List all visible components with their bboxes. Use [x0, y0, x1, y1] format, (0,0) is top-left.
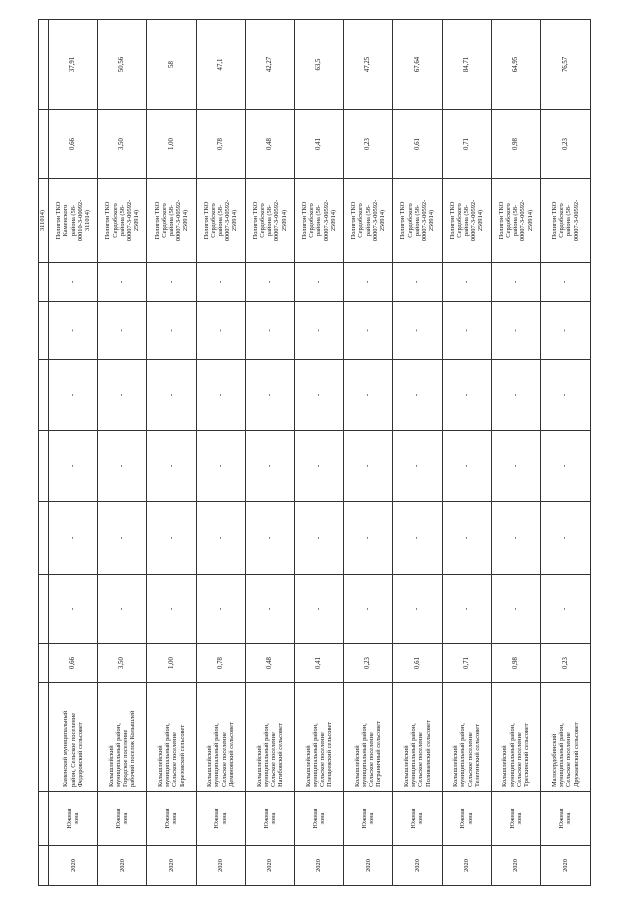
cell-volume: 0,98 — [491, 644, 540, 683]
cell-d4: - — [540, 360, 590, 431]
cell-municipality — [39, 683, 49, 792]
cell-d2: - — [491, 502, 540, 575]
table-body — [39, 20, 591, 886]
cell-municipality: Колышлейский муниципальный район, Сельское поселение Трескинский сельсовет — [491, 683, 540, 792]
cell-volume: 0,61 — [393, 644, 442, 683]
cell-object: Полигон ТКО Сердобского района (58- 00007-З-00592- 250914) — [245, 179, 294, 263]
table-row — [540, 20, 590, 886]
table-row — [147, 20, 196, 886]
cell-d5: - — [540, 302, 590, 360]
cell-d5: - — [98, 302, 147, 360]
cell-d3: - — [49, 431, 98, 502]
cell-municipality: Колышлейский муниципальный район, Сельское поселение Демяновский сельсовет — [196, 683, 245, 792]
cell-volume2: 0,66 — [49, 110, 98, 179]
cell-d6: - — [491, 263, 540, 302]
cell-object: Полигон ТКО Сердобского района (58- 00007-З-00592- 250914) — [344, 179, 393, 263]
cell-d4: - — [294, 360, 343, 431]
cell-object: Полигон ТКО Сердобского района (58- 00007-З-00592- 250914) — [393, 179, 442, 263]
cell-year: 2020 — [393, 846, 442, 886]
cell-zone: Южная зона — [294, 792, 343, 846]
cell-year: 2020 — [49, 846, 98, 886]
cell-d5: - — [491, 302, 540, 360]
cell-zone: Южная зона — [49, 792, 98, 846]
cell-year: 2020 — [344, 846, 393, 886]
cell-d1: - — [393, 575, 442, 644]
cell-d2: - — [49, 502, 98, 575]
cell-d1: - — [344, 575, 393, 644]
cell-d4: - — [49, 360, 98, 431]
cell-d2: - — [294, 502, 343, 575]
table-row — [491, 20, 540, 886]
cell-volume: 1,00 — [147, 644, 196, 683]
cell-d4: - — [491, 360, 540, 431]
cell-d3: - — [344, 431, 393, 502]
cell-d2: - — [245, 502, 294, 575]
table-row — [344, 20, 393, 886]
cell-d4: - — [245, 360, 294, 431]
cell-d3: - — [393, 431, 442, 502]
cell-volume2: 3,50 — [98, 110, 147, 179]
cell-volume: 0,23 — [344, 644, 393, 683]
table-row-continued — [39, 20, 49, 886]
cell-d4: - — [344, 360, 393, 431]
cell-volume: 0,71 — [442, 644, 491, 683]
cell-zone: Южная зона — [196, 792, 245, 846]
cell-d3: - — [147, 431, 196, 502]
cell-d1: - — [491, 575, 540, 644]
cell-year: 2020 — [196, 846, 245, 886]
cell-d6: - — [98, 263, 147, 302]
cell-year: 2020 — [540, 846, 590, 886]
cell-d2: - — [344, 502, 393, 575]
cell-distance: 42,27 — [245, 20, 294, 110]
cell-distance: 64,95 — [491, 20, 540, 110]
cell-d2: - — [98, 502, 147, 575]
cell-d3: - — [196, 431, 245, 502]
cell-year: 2020 — [294, 846, 343, 886]
cell-object: Полигон ТКО Сердобского района (58- 00007-З-00592- 250914) — [98, 179, 147, 263]
cell-municipality: Колышлейский муниципальный район, Сельское поселение Поливаевский сельсовет — [393, 683, 442, 792]
cell-d2: - — [540, 502, 590, 575]
cell-d2: - — [147, 502, 196, 575]
cell-volume: 0,23 — [540, 644, 590, 683]
cell-d3: - — [442, 431, 491, 502]
cell-d6: - — [294, 263, 343, 302]
cell-municipality: Колышлейский муниципальный район, Сельское поселение Березовский сельсовет — [147, 683, 196, 792]
cell-d4: - — [98, 360, 147, 431]
cell-distance: 76,57 — [540, 20, 590, 110]
cell-volume2: 1,00 — [147, 110, 196, 179]
cell-volume2: 0,61 — [393, 110, 442, 179]
cell-d5: - — [147, 302, 196, 360]
cell-volume: 0,48 — [245, 644, 294, 683]
document-page — [38, 20, 590, 886]
cell-year: 2020 — [147, 846, 196, 886]
cell-distance: 50,56 — [98, 20, 147, 110]
cell-d1: - — [245, 575, 294, 644]
cell-zone: Южная зона — [540, 792, 590, 846]
cell-d1: - — [196, 575, 245, 644]
cell-year: 2020 — [98, 846, 147, 886]
cell-distance: 84,71 — [442, 20, 491, 110]
cell-zone: Южная зона — [442, 792, 491, 846]
cell-d2: - — [196, 502, 245, 575]
cell-object: Полигон ТКО Каменского района (58- 00010-З-00092- 311014) — [49, 179, 98, 263]
cell-volume2: 0,23 — [540, 110, 590, 179]
cell-year: 2020 — [491, 846, 540, 886]
cell-d4 — [39, 360, 49, 431]
cell-d6: - — [196, 263, 245, 302]
cell-volume: 0,41 — [294, 644, 343, 683]
cell-d3: - — [540, 431, 590, 502]
cell-d5: - — [344, 302, 393, 360]
cell-d6: - — [344, 263, 393, 302]
cell-municipality: Колышлейский муниципальный район, Сельское поселение Телегинский сельсовет — [442, 683, 491, 792]
cell-d4: - — [393, 360, 442, 431]
rotated-table-container — [38, 20, 590, 886]
cell-distance: 47,1 — [196, 20, 245, 110]
cell-volume: 3,50 — [98, 644, 147, 683]
cell-volume2 — [39, 110, 49, 179]
cell-object: Полигон ТКО Сердобского района (58- 00007-З-00592- 250914) — [147, 179, 196, 263]
cell-d4: - — [442, 360, 491, 431]
cell-d2 — [39, 502, 49, 575]
cell-year — [39, 846, 49, 886]
cell-object: Полигон ТКО Сердобского района (58- 00007-З-00592- 250914) — [442, 179, 491, 263]
cell-zone: Южная зона — [393, 792, 442, 846]
table-row — [294, 20, 343, 886]
cell-year: 2020 — [442, 846, 491, 886]
cell-d5: - — [294, 302, 343, 360]
cell-d5: - — [245, 302, 294, 360]
cell-volume: 0,66 — [49, 644, 98, 683]
cell-volume2: 0,98 — [491, 110, 540, 179]
cell-volume2: 0,71 — [442, 110, 491, 179]
cell-zone: Южная зона — [245, 792, 294, 846]
cell-d4: - — [147, 360, 196, 431]
waste-flow-table — [38, 19, 591, 886]
cell-zone — [39, 792, 49, 846]
cell-volume: 0,78 — [196, 644, 245, 683]
cell-zone: Южная зона — [147, 792, 196, 846]
cell-d5: - — [196, 302, 245, 360]
cell-d1: - — [49, 575, 98, 644]
cell-object: 311014) — [39, 179, 49, 263]
cell-d3 — [39, 431, 49, 502]
cell-d6: - — [245, 263, 294, 302]
cell-d6: - — [147, 263, 196, 302]
cell-d5 — [39, 302, 49, 360]
cell-volume2: 0,23 — [344, 110, 393, 179]
cell-d4: - — [196, 360, 245, 431]
table-row — [245, 20, 294, 886]
cell-d6: - — [393, 263, 442, 302]
cell-object: Полигон ТКО Сердобского района (58- 00007-З-00592- 250914) — [196, 179, 245, 263]
cell-municipality: Колышлейский муниципальный район, Городское поселение рабочий поселок Колышлей — [98, 683, 147, 792]
cell-d1: - — [98, 575, 147, 644]
cell-object: Полигон ТКО Сердобского района (58- 00007-З-00592- 250914) — [491, 179, 540, 263]
cell-d2: - — [393, 502, 442, 575]
cell-distance: 47,25 — [344, 20, 393, 110]
cell-d6: - — [442, 263, 491, 302]
cell-volume — [39, 644, 49, 683]
cell-municipality: Каменский муниципальный район, Сельское поселение Федоровский сельсовет — [49, 683, 98, 792]
cell-d1: - — [147, 575, 196, 644]
cell-year: 2020 — [245, 846, 294, 886]
cell-d5: - — [393, 302, 442, 360]
cell-distance: 63,5 — [294, 20, 343, 110]
cell-d1: - — [442, 575, 491, 644]
cell-d3: - — [491, 431, 540, 502]
cell-d3: - — [245, 431, 294, 502]
cell-d6: - — [540, 263, 590, 302]
cell-volume2: 0,78 — [196, 110, 245, 179]
table-row — [49, 20, 98, 886]
cell-distance: 37,91 — [49, 20, 98, 110]
cell-d1 — [39, 575, 49, 644]
cell-zone: Южная зона — [491, 792, 540, 846]
cell-object: Полигон ТКО Сердобского района (58- 00007-З-00592- — [540, 179, 590, 263]
cell-object: Полигон ТКО Сердобского района (58- 00007-З-00592- 250914) — [294, 179, 343, 263]
table-row — [393, 20, 442, 886]
cell-zone: Южная зона — [98, 792, 147, 846]
cell-distance: 67,64 — [393, 20, 442, 110]
cell-municipality: Малосердобинский муниципальный район, Сельское поселение Дружаевский сельсовет — [540, 683, 590, 792]
cell-distance — [39, 20, 49, 110]
cell-volume2: 0,41 — [294, 110, 343, 179]
cell-d5: - — [49, 302, 98, 360]
cell-d5: - — [442, 302, 491, 360]
table-row — [196, 20, 245, 886]
cell-d6 — [39, 263, 49, 302]
cell-municipality: Колышлейский муниципальный район, Сельское поселение Нагибовский сельсовет — [245, 683, 294, 792]
cell-volume2: 0,48 — [245, 110, 294, 179]
cell-d3: - — [98, 431, 147, 502]
cell-d1: - — [540, 575, 590, 644]
cell-municipality: Колышлейский муниципальный район, Сельское поселение Пограничный сельсовет — [344, 683, 393, 792]
cell-d1: - — [294, 575, 343, 644]
cell-d2: - — [442, 502, 491, 575]
cell-d6: - — [49, 263, 98, 302]
cell-zone: Южная зона — [344, 792, 393, 846]
cell-distance: 58 — [147, 20, 196, 110]
cell-d3: - — [294, 431, 343, 502]
table-row — [442, 20, 491, 886]
table-row — [98, 20, 147, 886]
cell-municipality: Колышлейский муниципальный район, Сельское поселение Плещеевский сельсовет — [294, 683, 343, 792]
